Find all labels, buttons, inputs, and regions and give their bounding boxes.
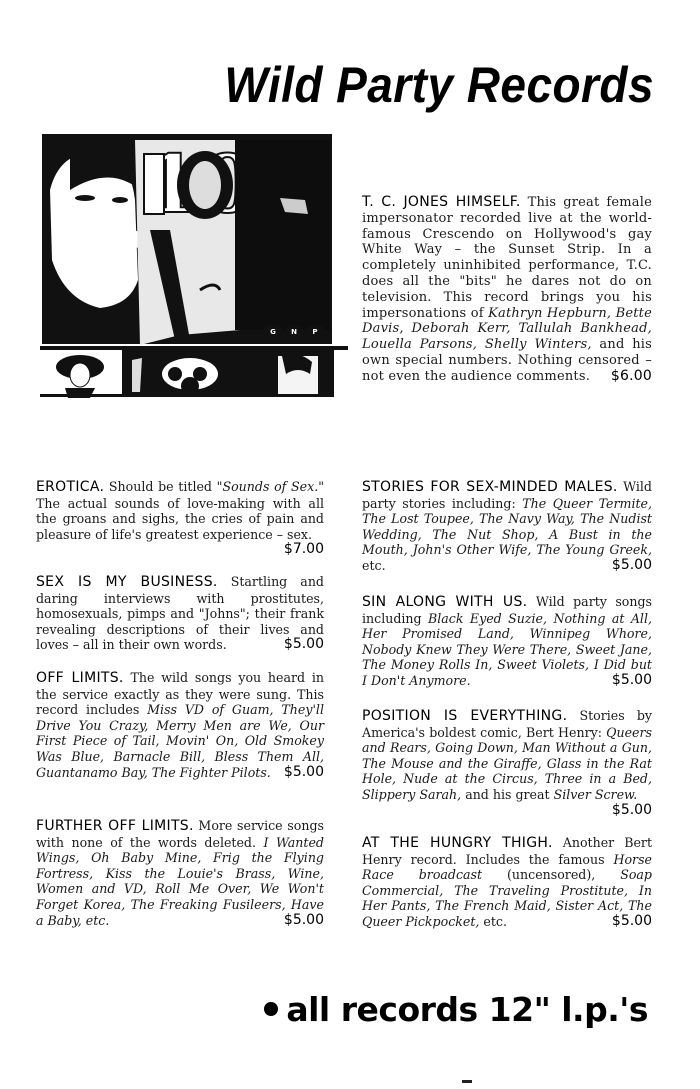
record-price: $5.00 <box>611 912 652 929</box>
description-text: Startling and daring interviews with prostitutes, homosexuals, pimps and "Johns"; their frank revealing descriptions of their lives and loves – all in their own words. <box>36 574 324 653</box>
svg-text:N: N <box>291 328 297 336</box>
record-erotica <box>36 479 324 558</box>
italic-titles: I Wanted Wings, Oh Baby Mine, Frig the Flying Fortress, Kiss the Louie's Brass, Wine, Women and VD, Roll Me Over, We Won't Forget Korea, The Freaking Fusileers, Have a Baby, etc. <box>36 834 324 928</box>
record-price: $5.00 <box>283 636 324 653</box>
description-text: (uncensored), <box>482 867 621 883</box>
italic-titles: Silver Screw. <box>553 786 638 802</box>
record-price: $5.00 <box>283 763 324 780</box>
italic-titles: "Sounds of Sex." <box>216 479 324 494</box>
record-title: FURTHER OFF LIMITS. <box>36 818 194 834</box>
record-title: POSITION IS EVERYTHING. <box>362 708 568 724</box>
description-text: Wild party songs including <box>362 594 653 626</box>
record-description <box>362 195 652 384</box>
italic-titles: Queers and Rears, Going Down, Man Without a Gun, The Mouse and the Giraffe, Glass in the Rat Hole, Nude at the Circus, Three in a Bed, Slippery Sarah, <box>362 724 652 802</box>
gnp-logo <box>263 325 325 337</box>
description-text: Stories by America's boldest comic, Bert Henry: <box>362 708 652 740</box>
svg-text:G: G <box>270 328 276 336</box>
svg-text:P: P <box>312 328 318 336</box>
description-text: and his great <box>461 786 554 802</box>
record-price: $7.00 <box>283 541 324 558</box>
description-text: Should be titled <box>104 479 217 494</box>
record-price: $5.00 <box>611 801 652 818</box>
record-title: AT THE HUNGRY THIGH. <box>362 835 553 851</box>
description-text: This great female impersonator recorded live at the world-famous Crescendo on Hollywood's gay White Way – the Sunset Strip. In a completely uninhibited performance, T.C. does all the "bits" he dares not do on television. This record brings you his impersonations of <box>362 195 652 321</box>
record-title: OFF LIMITS. <box>36 670 124 686</box>
record-further-off-limits <box>36 818 324 928</box>
album-cover-illustration <box>40 130 348 398</box>
record-price: $5.00 <box>611 671 652 688</box>
record-off-limits <box>36 670 324 780</box>
record-price: $6.00 <box>610 367 652 384</box>
record-title: SIN ALONG WITH US. <box>362 594 528 610</box>
description-text: The actual sounds of love-making with all the groans and sighs, the cries of pain and pleasure of life's greatest experience – sex. <box>36 495 324 542</box>
page-title: Wild Party Records <box>224 57 654 113</box>
italic-titles: Black Eyed Suzie, Nothing at All, Her Promised Land, Winnipeg Whore, Nobody Knew They Were There, Sweet Jane, The Money Rolls In, Sweet Violets, I Did but I Don't Anymore. <box>362 610 652 688</box>
record-title: SEX IS MY BUSINESS. <box>36 574 218 590</box>
italic-titles: Kathryn Hepburn, Bette Davis, Deborah Kerr, Tallulah Bankhead, Louella Parsons, Shelly Winters, <box>362 305 652 353</box>
description-text: Another Bert Henry record. Includes the famous <box>362 835 652 867</box>
description-text: etc. <box>479 913 507 929</box>
record-description <box>36 670 324 780</box>
record-at-the-hungry-thigh <box>362 835 652 930</box>
description-text: etc. <box>362 557 386 573</box>
description-text: The wild songs you heard in the service exactly as they were sung. This record includes <box>36 670 324 718</box>
record-title: EROTICA. <box>36 479 105 495</box>
description-text: and his own special numbers. Nothing censored – not even the audience comments. <box>362 337 653 384</box>
record-position-is-everything <box>362 708 652 818</box>
footer-note <box>264 990 648 1029</box>
description-text: More service songs with none of the words deleted. <box>36 818 324 850</box>
bullet-icon <box>264 1002 278 1016</box>
description-text: Wild party stories including: <box>362 479 652 511</box>
record-tc-jones <box>362 195 652 385</box>
page-mark <box>462 1080 472 1083</box>
record-title: T. C. JONES HIMSELF. <box>362 194 521 210</box>
record-description <box>36 818 324 928</box>
album-cover-image <box>40 130 348 398</box>
italic-titles: Miss VD of Guam, They'll Drive You Crazy, Merry Men are We, Our First Piece of Tail, Movin' On, Old Smokey Was Blue, Barnacle Bill, Bless Them All, Guantanamo Bay, The Fighter Pilots. <box>36 702 324 780</box>
footer-text: all records 12" l.p.'s <box>286 990 648 1029</box>
italic-titles: The Queer Termite, The Lost Toupee, The Navy Way, The Nudist Wedding, The Nut Shop, A Bust in the Mouth, John's Other Wife, The Young Greek, <box>362 495 653 558</box>
record-title: STORIES FOR SEX-MINDED MALES. <box>362 479 618 495</box>
record-price: $5.00 <box>611 556 652 573</box>
record-stories-for-sex-minded-males <box>362 479 652 574</box>
italic-titles: Soap Commercial, The Traveling Prostitute, In Her Pants, The French Maid, Sister Act, The Queer Pickpocket, <box>362 867 652 929</box>
record-sin-along-with-us <box>362 594 652 689</box>
record-sex-is-my-business <box>36 574 324 653</box>
record-price: $5.00 <box>283 911 324 928</box>
italic-titles: Horse Race broadcast <box>362 851 652 883</box>
